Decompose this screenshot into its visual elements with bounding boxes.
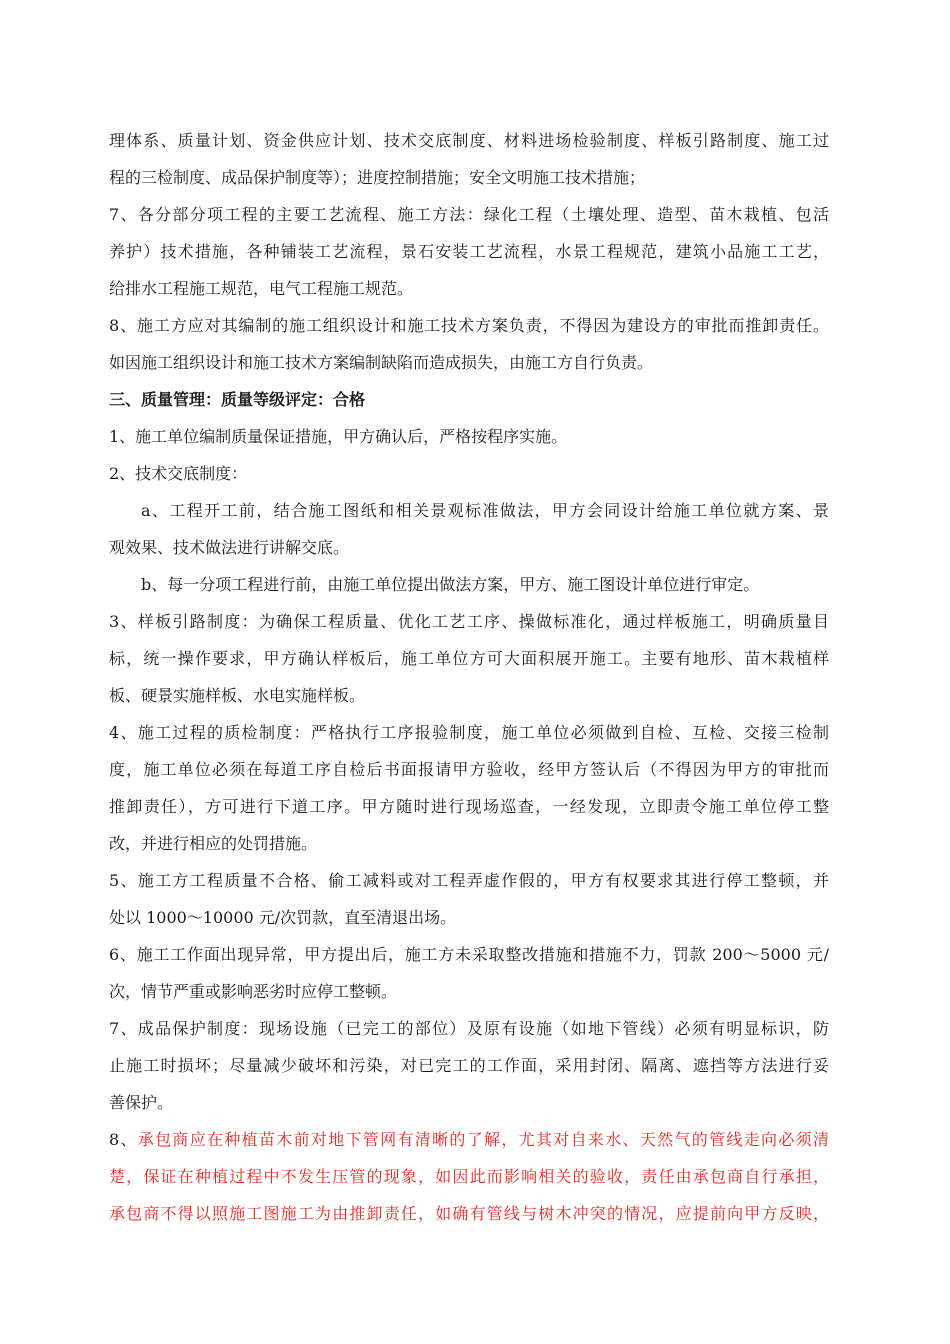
text-line: 3、样板引路制度：为确保工程质量、优化工艺工序、操做标准化，通过样板施工，明确质量目: [109, 612, 829, 631]
text-line: 1、施工单位编制质量保证措施，甲方确认后，严格按程序实施。: [109, 427, 568, 446]
text-line: 推卸责任），方可进行下道工序。甲方随时进行现场巡查，一经发现，立即责令施工单位停工整: [109, 797, 829, 816]
text-line: 处以 1000～10000 元/次罚款，直至清退出场。: [109, 908, 457, 927]
text-line: 理体系、质量计划、资金供应计划、技术交底制度、材料进场检验制度、样板引路制度、施工过: [109, 131, 829, 150]
text-line: 8、施工方应对其编制的施工组织设计和施工技术方案负责，不得因为建设方的审批而推卸责任。: [109, 316, 829, 335]
text-line: 7、各分部分项工程的主要工艺流程、施工方法：绿化工程（土壤处理、造型、苗木栽植、包活: [109, 205, 829, 224]
text-line: 观效果、技术做法进行讲解交底。: [109, 538, 350, 557]
text-line: 度，施工单位必须在每道工序自检后书面报请甲方验收，经甲方签认后（不得因为甲方的审批而: [109, 760, 829, 779]
text-line: 改，并进行相应的处罚措施。: [109, 834, 318, 853]
text-line: 7、成品保护制度：现场设施（已完工的部位）及原有设施（如地下管线）必须有明显标识，防: [109, 1019, 829, 1038]
item-number: 8、: [109, 1130, 138, 1149]
highlighted-text: 承包商应在种植苗木前对地下管网有清晰的了解，尤其对自来水、天然气的管线走向必须清: [137, 1130, 829, 1149]
highlighted-text-line: 楚，保证在种植过程中不发生压管的现象，如因此而影响相关的验收，责任由承包商自行承担，: [109, 1167, 829, 1186]
text-line: b、每一分项工程进行前，由施工单位提出做法方案，甲方、施工图设计单位进行审定。: [141, 575, 760, 594]
text-line: 止施工时损坏；尽量减少破坏和污染，对已完工的工作面，采用封闭、隔离、遮挡等方法进行妥: [109, 1056, 829, 1075]
text-line: 程的三检制度、成品保护制度等）；进度控制措施；安全文明施工技术措施；: [109, 168, 646, 187]
section-heading: 三、质量管理：质量等级评定：合格: [109, 390, 366, 409]
text-line: 善保护。: [109, 1093, 174, 1112]
highlighted-paragraph-line: [109, 1121, 829, 1158]
text-line: 如因施工组织设计和施工技术方案编制缺陷而造成损失，由施工方自行负责。: [109, 353, 654, 372]
text-line: 养护）技术措施，各种铺装工艺流程，景石安装工艺流程，水景工程规范，建筑小品施工工艺，: [109, 242, 829, 261]
highlighted-text-line: 承包商不得以照施工图施工为由推卸责任，如确有管线与树木冲突的情况，应提前向甲方反映，: [109, 1204, 829, 1223]
text-line: 6、施工工作面出现异常，甲方提出后，施工方未采取整改措施和措施不力，罚款 200～5000 元/: [109, 945, 829, 964]
text-line: 4、施工过程的质检制度：严格执行工序报验制度，施工单位必须做到自检、互检、交接三检制: [109, 723, 829, 742]
text-line: 次，情节严重或影响恶劣时应停工整顿。: [109, 982, 398, 1001]
text-line: 给排水工程施工规范，电气工程施工规范。: [109, 279, 414, 298]
document-body: [109, 122, 829, 1232]
text-line: a、工程开工前，结合施工图纸和相关景观标准做法，甲方会同设计给施工单位就方案、景: [141, 501, 829, 520]
text-line: 板、硬景实施样板、水电实施样板。: [109, 686, 366, 705]
text-line: 5、施工方工程质量不合格、偷工减料或对工程弄虚作假的，甲方有权要求其进行停工整顿，并: [109, 871, 829, 890]
text-line: 标，统一操作要求，甲方确认样板后，施工单位方可大面积展开施工。主要有地形、苗木栽植样: [109, 649, 829, 668]
text-line: 2、技术交底制度：: [109, 464, 248, 483]
